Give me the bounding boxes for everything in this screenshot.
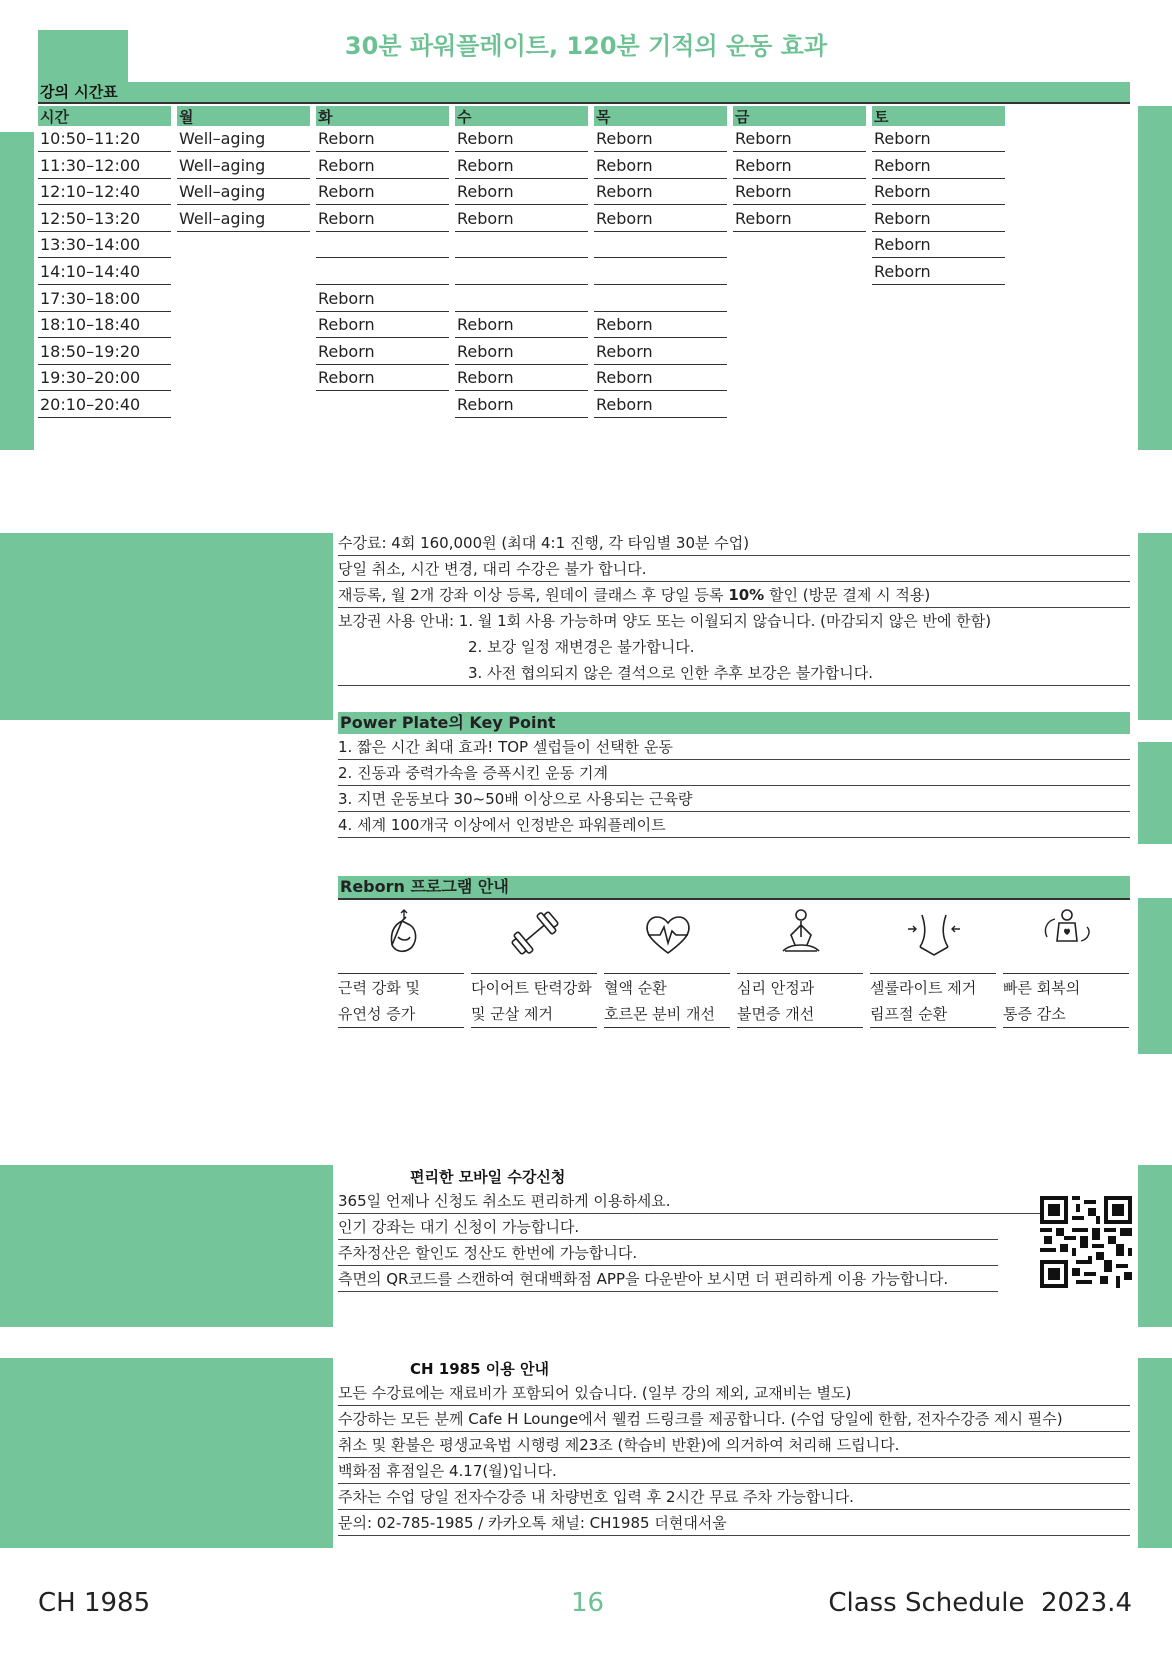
usage-item: 취소 및 환불은 평생교육법 시행령 제23조 (학습비 반환)에 의거하여 처리해 드립니다. bbox=[338, 1432, 1130, 1458]
timetable-header-5: 금 bbox=[733, 106, 866, 126]
program-divider-bottom bbox=[1003, 1027, 1129, 1028]
right-green-strip-1 bbox=[1138, 106, 1172, 450]
timetable-time: 18:50–19:20 bbox=[38, 339, 171, 365]
timetable-cell bbox=[455, 259, 588, 285]
timetable-cell: Reborn bbox=[594, 365, 727, 391]
timetable-cell: Reborn bbox=[316, 286, 449, 312]
usage-green-block-left bbox=[0, 1358, 333, 1548]
usage-item: 수강하는 모든 분께 Cafe H Lounge에서 웰컴 드링크를 제공합니다. (수업 당일에 한함, 전자수강증 제시 필수) bbox=[338, 1406, 1130, 1432]
timetable-label-rule bbox=[38, 102, 1130, 104]
mobile-item: 주차정산은 할인도 정산도 한번에 가능합니다. bbox=[338, 1240, 998, 1266]
right-green-strip-5 bbox=[1138, 1165, 1172, 1327]
timetable-cell: Well–aging bbox=[177, 179, 310, 205]
keypoint-item: 2. 진동과 중력가속을 증폭시킨 운동 기계 bbox=[338, 760, 1130, 786]
keypoint-item: 1. 짧은 시간 최대 효과! TOP 셀럽들이 선택한 운동 bbox=[338, 734, 1130, 760]
timetable-cell: Reborn bbox=[455, 365, 588, 391]
timetable-cell: Reborn bbox=[733, 206, 866, 232]
mobile-item: 측면의 QR코드를 스캔하여 현대백화점 APP을 다운받아 보시면 더 편리하게 이용 가능합니다. bbox=[338, 1266, 998, 1292]
timetable-header-2: 화 bbox=[316, 106, 449, 126]
timetable-cell: Reborn bbox=[872, 179, 1005, 205]
makeup-label: 보강권 사용 안내: bbox=[338, 612, 459, 630]
timetable-label: 강의 시간표 bbox=[40, 83, 118, 101]
timetable-cell: Reborn bbox=[872, 206, 1005, 232]
timetable-cell: Reborn bbox=[455, 312, 588, 338]
timetable-cell: Well–aging bbox=[177, 126, 310, 152]
timetable-time: 20:10–20:40 bbox=[38, 392, 171, 418]
program-item-line2: 유연성 증가 bbox=[338, 1005, 416, 1023]
timetable-cell: Reborn bbox=[594, 392, 727, 418]
timetable-cell: Reborn bbox=[594, 153, 727, 179]
program-item-line1: 혈액 순환 bbox=[604, 979, 667, 997]
footer-brand: CH 1985 bbox=[38, 1588, 151, 1618]
right-green-strip-3 bbox=[1138, 742, 1172, 844]
program-item-line2: 불면증 개선 bbox=[737, 1005, 815, 1023]
timetable-cell: Reborn bbox=[316, 365, 449, 391]
timetable-time: 10:50–11:20 bbox=[38, 126, 171, 152]
mobile-heading: 편리한 모바일 수강신청 bbox=[410, 1168, 566, 1186]
timetable-cell: Reborn bbox=[733, 179, 866, 205]
timetable-header-1: 월 bbox=[177, 106, 310, 126]
program-divider-bottom bbox=[737, 1027, 863, 1028]
timetable-cell bbox=[316, 232, 449, 258]
footer-schedule: Class Schedule bbox=[828, 1588, 1025, 1618]
program-divider bbox=[338, 973, 464, 974]
program-heading-rule bbox=[338, 898, 1130, 900]
timetable-cell bbox=[316, 259, 449, 285]
right-green-strip-6 bbox=[1138, 1358, 1172, 1548]
mobile-green-block-left bbox=[0, 1165, 333, 1327]
timetable-time: 19:30–20:00 bbox=[38, 365, 171, 391]
page-title: 30분 파워플레이트, 120분 기적의 운동 효과 bbox=[344, 32, 828, 60]
timetable-header-4: 목 bbox=[594, 106, 727, 126]
timetable-cell: Reborn bbox=[872, 153, 1005, 179]
program-item-line1: 셀룰라이트 제거 bbox=[870, 979, 977, 997]
fee-info: 수강료: 4회 160,000원 (최대 4:1 진행, 각 타임별 30분 수업) bbox=[338, 530, 1130, 556]
program-item-label bbox=[1003, 975, 1131, 1027]
usage-heading: CH 1985 이용 안내 bbox=[410, 1360, 549, 1378]
discount-info bbox=[338, 582, 1130, 608]
timetable-cell: Well–aging bbox=[177, 153, 310, 179]
program-item-line2: 림프절 순환 bbox=[870, 1005, 948, 1023]
timetable-cell: Reborn bbox=[872, 232, 1005, 258]
fees-green-block-left bbox=[0, 533, 333, 720]
timetable-cell bbox=[594, 259, 727, 285]
usage-item: 주차는 수업 당일 전자수강증 내 차량번호 입력 후 2시간 무료 주차 가능합니다. bbox=[338, 1484, 1130, 1510]
timetable-cell: Reborn bbox=[316, 206, 449, 232]
usage-item: 모든 수강료에는 재료비가 포함되어 있습니다. (일부 강의 제외, 교재비는 별도) bbox=[338, 1380, 1130, 1406]
program-divider-bottom bbox=[870, 1027, 996, 1028]
footer-schedule-label bbox=[828, 1588, 1132, 1618]
timetable-cell: Reborn bbox=[594, 179, 727, 205]
program-item-label bbox=[870, 975, 998, 1027]
timetable-header-6: 토 bbox=[872, 106, 1005, 126]
program-item-line1: 다이어트 탄력강화 bbox=[471, 979, 592, 997]
program-divider bbox=[1003, 973, 1129, 974]
program-item-line1: 빠른 회복의 bbox=[1003, 979, 1081, 997]
program-heading: Reborn 프로그램 안내 bbox=[338, 876, 1130, 898]
right-green-strip-4 bbox=[1138, 898, 1172, 1054]
mobile-item: 365일 언제나 신청도 취소도 편리하게 이용하세요. bbox=[338, 1188, 1130, 1214]
timetable-cell: Reborn bbox=[455, 339, 588, 365]
timetable-cell: Reborn bbox=[594, 339, 727, 365]
meditation-icon bbox=[761, 905, 841, 961]
program-item-label bbox=[604, 975, 732, 1027]
heart-pulse-icon bbox=[628, 905, 708, 961]
program-item-label bbox=[737, 975, 865, 1027]
usage-item: 문의: 02-785-1985 / 카카오톡 채널: CH1985 더현대서울 bbox=[338, 1510, 1130, 1536]
program-divider-bottom bbox=[604, 1027, 730, 1028]
timetable-time: 18:10–18:40 bbox=[38, 312, 171, 338]
timetable-cell: Reborn bbox=[316, 179, 449, 205]
program-divider-bottom bbox=[338, 1027, 464, 1028]
recovery-body-icon bbox=[1027, 905, 1107, 961]
timetable-cell: Reborn bbox=[872, 259, 1005, 285]
program-divider bbox=[737, 973, 863, 974]
timetable-time: 14:10–14:40 bbox=[38, 259, 171, 285]
timetable-time: 12:50–13:20 bbox=[38, 206, 171, 232]
timetable-time: 11:30–12:00 bbox=[38, 153, 171, 179]
makeup-item-1: 1. 월 1회 사용 가능하며 양도 또는 이월되지 않습니다. (마감되지 않은 반에 한함) bbox=[458, 612, 992, 630]
timetable-cell bbox=[455, 232, 588, 258]
timetable-time: 13:30–14:00 bbox=[38, 232, 171, 258]
timetable-cell: Reborn bbox=[316, 153, 449, 179]
timetable-label-bar bbox=[38, 82, 1130, 102]
keypoint-heading: Power Plate의 Key Point bbox=[338, 712, 1130, 734]
timetable-cell: Reborn bbox=[733, 126, 866, 152]
usage-item: 백화점 휴점일은 4.17(월)입니다. bbox=[338, 1458, 1130, 1484]
timetable-cell: Reborn bbox=[316, 312, 449, 338]
footer-page-number: 16 bbox=[571, 1588, 605, 1618]
muscle-arm-icon bbox=[362, 905, 442, 961]
timetable-cell: Reborn bbox=[594, 126, 727, 152]
program-divider bbox=[604, 973, 730, 974]
program-item-line2: 호르몬 분비 개선 bbox=[604, 1005, 715, 1023]
cancel-policy: 당일 취소, 시간 변경, 대리 수강은 불가 합니다. bbox=[338, 556, 1130, 582]
timetable-header-0: 시간 bbox=[38, 106, 171, 126]
timetable-cell: Reborn bbox=[872, 126, 1005, 152]
timetable-cell bbox=[594, 232, 727, 258]
program-item-line2: 통증 감소 bbox=[1003, 1005, 1066, 1023]
green-block-top-left bbox=[38, 30, 128, 82]
discount-text-c: 할인 (방문 결제 시 적용) bbox=[764, 586, 931, 604]
timetable-cell: Reborn bbox=[594, 206, 727, 232]
timetable-time: 12:10–12:40 bbox=[38, 179, 171, 205]
program-item-line2: 및 군살 제거 bbox=[471, 1005, 553, 1023]
timetable-cell bbox=[455, 286, 588, 312]
timetable-time: 17:30–18:00 bbox=[38, 286, 171, 312]
program-divider bbox=[870, 973, 996, 974]
right-green-strip-2 bbox=[1138, 533, 1172, 720]
makeup-item-2: 2. 보강 일정 재변경은 불가합니다. bbox=[468, 638, 695, 656]
timetable-cell: Reborn bbox=[733, 153, 866, 179]
timetable-cell: Reborn bbox=[455, 206, 588, 232]
program-item-line1: 심리 안정과 bbox=[737, 979, 815, 997]
dumbbell-icon bbox=[495, 905, 575, 961]
program-item-label bbox=[471, 975, 599, 1027]
timetable-cell: Reborn bbox=[455, 392, 588, 418]
program-item-label bbox=[338, 975, 466, 1027]
timetable-header-3: 수 bbox=[455, 106, 588, 126]
timetable-cell: Reborn bbox=[455, 153, 588, 179]
qr-code[interactable] bbox=[1040, 1196, 1132, 1288]
discount-text-a: 재등록, 월 2개 강좌 이상 등록, 원데이 클래스 후 당일 등록 bbox=[338, 586, 729, 604]
discount-percent: 10% bbox=[728, 586, 765, 604]
makeup-item-3: 3. 사전 협의되지 않은 결석으로 인한 추후 보강은 불가합니다. bbox=[338, 660, 1130, 686]
timetable-cell: Well–aging bbox=[177, 206, 310, 232]
footer-date: 2023.4 bbox=[1041, 1588, 1132, 1618]
waist-slim-icon bbox=[894, 905, 974, 961]
timetable-cell: Reborn bbox=[316, 126, 449, 152]
timetable-cell bbox=[594, 286, 727, 312]
keypoint-item: 4. 세계 100개국 이상에서 인정받은 파워플레이트 bbox=[338, 812, 1130, 838]
left-green-strip bbox=[0, 132, 34, 450]
program-divider-bottom bbox=[471, 1027, 597, 1028]
timetable-cell: Reborn bbox=[316, 339, 449, 365]
timetable-cell: Reborn bbox=[455, 179, 588, 205]
timetable-cell: Reborn bbox=[594, 312, 727, 338]
program-item-line1: 근력 강화 및 bbox=[338, 979, 420, 997]
makeup-info bbox=[338, 608, 1130, 634]
timetable-cell: Reborn bbox=[455, 126, 588, 152]
program-divider bbox=[471, 973, 597, 974]
keypoint-item: 3. 지면 운동보다 30~50배 이상으로 사용되는 근육량 bbox=[338, 786, 1130, 812]
mobile-item: 인기 강좌는 대기 신청이 가능합니다. bbox=[338, 1214, 998, 1240]
